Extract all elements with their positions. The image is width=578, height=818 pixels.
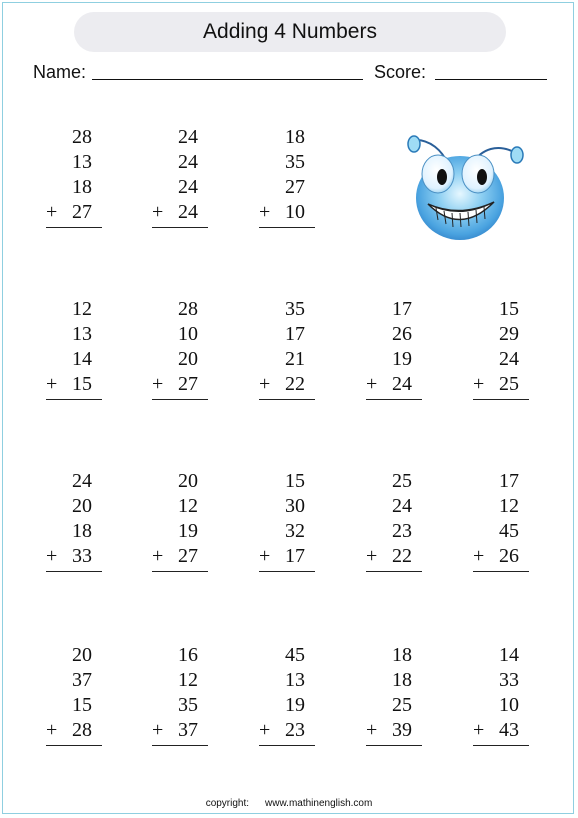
addend-1: 24 <box>178 126 198 148</box>
addend-2: 29 <box>499 323 519 345</box>
addend-3: 19 <box>285 694 305 716</box>
addend-2: 18 <box>392 669 412 691</box>
addend-3: 18 <box>72 176 92 198</box>
addition-problem <box>46 125 108 225</box>
plus-sign: + <box>152 719 164 741</box>
addition-problem <box>152 643 214 743</box>
answer-line[interactable] <box>366 745 422 746</box>
name-field-line[interactable] <box>92 79 363 80</box>
addend-1: 15 <box>285 470 305 492</box>
addend-2: 13 <box>72 151 92 173</box>
addition-problem <box>46 643 108 743</box>
addend-4: 27 <box>72 201 92 223</box>
plus-sign: + <box>152 373 164 395</box>
addend-4: 27 <box>178 545 198 567</box>
worksheet-title-banner <box>74 12 506 52</box>
addend-2: 37 <box>72 669 92 691</box>
addition-problem <box>259 297 321 397</box>
addend-1: 18 <box>285 126 305 148</box>
plus-sign: + <box>259 201 271 223</box>
addend-4: 24 <box>392 373 412 395</box>
plus-sign: + <box>46 201 58 223</box>
addend-1: 28 <box>72 126 92 148</box>
answer-line[interactable] <box>259 227 315 228</box>
answer-line[interactable] <box>259 571 315 572</box>
addend-3: 32 <box>285 520 305 542</box>
addend-4: 39 <box>392 719 412 741</box>
addend-4: 17 <box>285 545 305 567</box>
addend-1: 25 <box>392 470 412 492</box>
addend-4: 27 <box>178 373 198 395</box>
addend-4: 22 <box>392 545 412 567</box>
addend-2: 12 <box>178 495 198 517</box>
addend-3: 19 <box>178 520 198 542</box>
addend-4: 15 <box>72 373 92 395</box>
addition-problem <box>473 643 535 743</box>
addition-problem <box>366 469 428 569</box>
answer-line[interactable] <box>46 745 102 746</box>
addend-1: 16 <box>178 644 198 666</box>
website-link[interactable]: www.mathinenglish.com <box>265 798 373 809</box>
addition-problem <box>152 297 214 397</box>
plus-sign: + <box>46 373 58 395</box>
addition-problem <box>259 643 321 743</box>
answer-line[interactable] <box>473 745 529 746</box>
worksheet-title: Adding 4 Numbers <box>203 20 377 43</box>
answer-line[interactable] <box>152 227 208 228</box>
addend-1: 15 <box>499 298 519 320</box>
addition-problem <box>259 469 321 569</box>
addend-1: 20 <box>178 470 198 492</box>
addend-4: 22 <box>285 373 305 395</box>
addend-2: 35 <box>285 151 305 173</box>
plus-sign: + <box>259 545 271 567</box>
plus-sign: + <box>366 719 378 741</box>
answer-line[interactable] <box>366 571 422 572</box>
addition-problem <box>152 469 214 569</box>
score-label: Score: <box>374 62 427 82</box>
addend-3: 20 <box>178 348 198 370</box>
addend-4: 33 <box>72 545 92 567</box>
answer-line[interactable] <box>259 745 315 746</box>
addend-3: 45 <box>499 520 519 542</box>
addend-4: 10 <box>285 201 305 223</box>
addend-3: 10 <box>499 694 519 716</box>
answer-line[interactable] <box>473 399 529 400</box>
copyright-label: copyright: <box>205 798 250 809</box>
plus-sign: + <box>46 719 58 741</box>
addition-problem <box>152 125 214 225</box>
answer-line[interactable] <box>259 399 315 400</box>
addend-2: 26 <box>392 323 412 345</box>
addend-2: 20 <box>72 495 92 517</box>
plus-sign: + <box>366 373 378 395</box>
plus-sign: + <box>259 373 271 395</box>
addend-2: 10 <box>178 323 198 345</box>
answer-line[interactable] <box>46 227 102 228</box>
addend-4: 43 <box>499 719 519 741</box>
addend-1: 35 <box>285 298 305 320</box>
plus-sign: + <box>473 719 485 741</box>
plus-sign: + <box>366 545 378 567</box>
answer-line[interactable] <box>152 745 208 746</box>
addition-problem <box>46 297 108 397</box>
plus-sign: + <box>46 545 58 567</box>
answer-line[interactable] <box>366 399 422 400</box>
addend-1: 17 <box>392 298 412 320</box>
answer-line[interactable] <box>152 571 208 572</box>
addition-problem <box>366 297 428 397</box>
addend-4: 24 <box>178 201 198 223</box>
plus-sign: + <box>152 201 164 223</box>
addend-3: 24 <box>499 348 519 370</box>
addend-2: 24 <box>178 151 198 173</box>
addend-1: 17 <box>499 470 519 492</box>
addend-2: 33 <box>499 669 519 691</box>
addend-2: 13 <box>285 669 305 691</box>
answer-line[interactable] <box>473 571 529 572</box>
addend-4: 26 <box>499 545 519 567</box>
addend-3: 27 <box>285 176 305 198</box>
plus-sign: + <box>259 719 271 741</box>
plus-sign: + <box>152 545 164 567</box>
addend-1: 14 <box>499 644 519 666</box>
addition-problem <box>259 125 321 225</box>
addend-1: 12 <box>72 298 92 320</box>
addition-problem <box>366 643 428 743</box>
addend-3: 15 <box>72 694 92 716</box>
addition-problem <box>46 469 108 569</box>
addend-1: 18 <box>392 644 412 666</box>
addend-3: 23 <box>392 520 412 542</box>
addend-3: 19 <box>392 348 412 370</box>
addend-3: 21 <box>285 348 305 370</box>
answer-line[interactable] <box>152 399 208 400</box>
addend-2: 30 <box>285 495 305 517</box>
addend-4: 23 <box>285 719 305 741</box>
addend-3: 18 <box>72 520 92 542</box>
addition-problem <box>473 297 535 397</box>
answer-line[interactable] <box>46 571 102 572</box>
addend-3: 24 <box>178 176 198 198</box>
addend-3: 25 <box>392 694 412 716</box>
addend-2: 17 <box>285 323 305 345</box>
addend-2: 24 <box>392 495 412 517</box>
addend-2: 13 <box>72 323 92 345</box>
name-label: Name: <box>33 62 87 82</box>
footer <box>0 798 578 809</box>
addend-1: 28 <box>178 298 198 320</box>
addend-1: 20 <box>72 644 92 666</box>
addend-1: 24 <box>72 470 92 492</box>
addend-4: 28 <box>72 719 92 741</box>
cartoon-bug-icon <box>402 128 526 244</box>
addend-2: 12 <box>178 669 198 691</box>
addend-2: 12 <box>499 495 519 517</box>
addition-problem <box>473 469 535 569</box>
addend-4: 37 <box>178 719 198 741</box>
plus-sign: + <box>473 545 485 567</box>
plus-sign: + <box>473 373 485 395</box>
answer-line[interactable] <box>46 399 102 400</box>
addend-3: 35 <box>178 694 198 716</box>
addend-1: 45 <box>285 644 305 666</box>
score-field-line[interactable] <box>435 79 547 80</box>
addend-3: 14 <box>72 348 92 370</box>
addend-4: 25 <box>499 373 519 395</box>
